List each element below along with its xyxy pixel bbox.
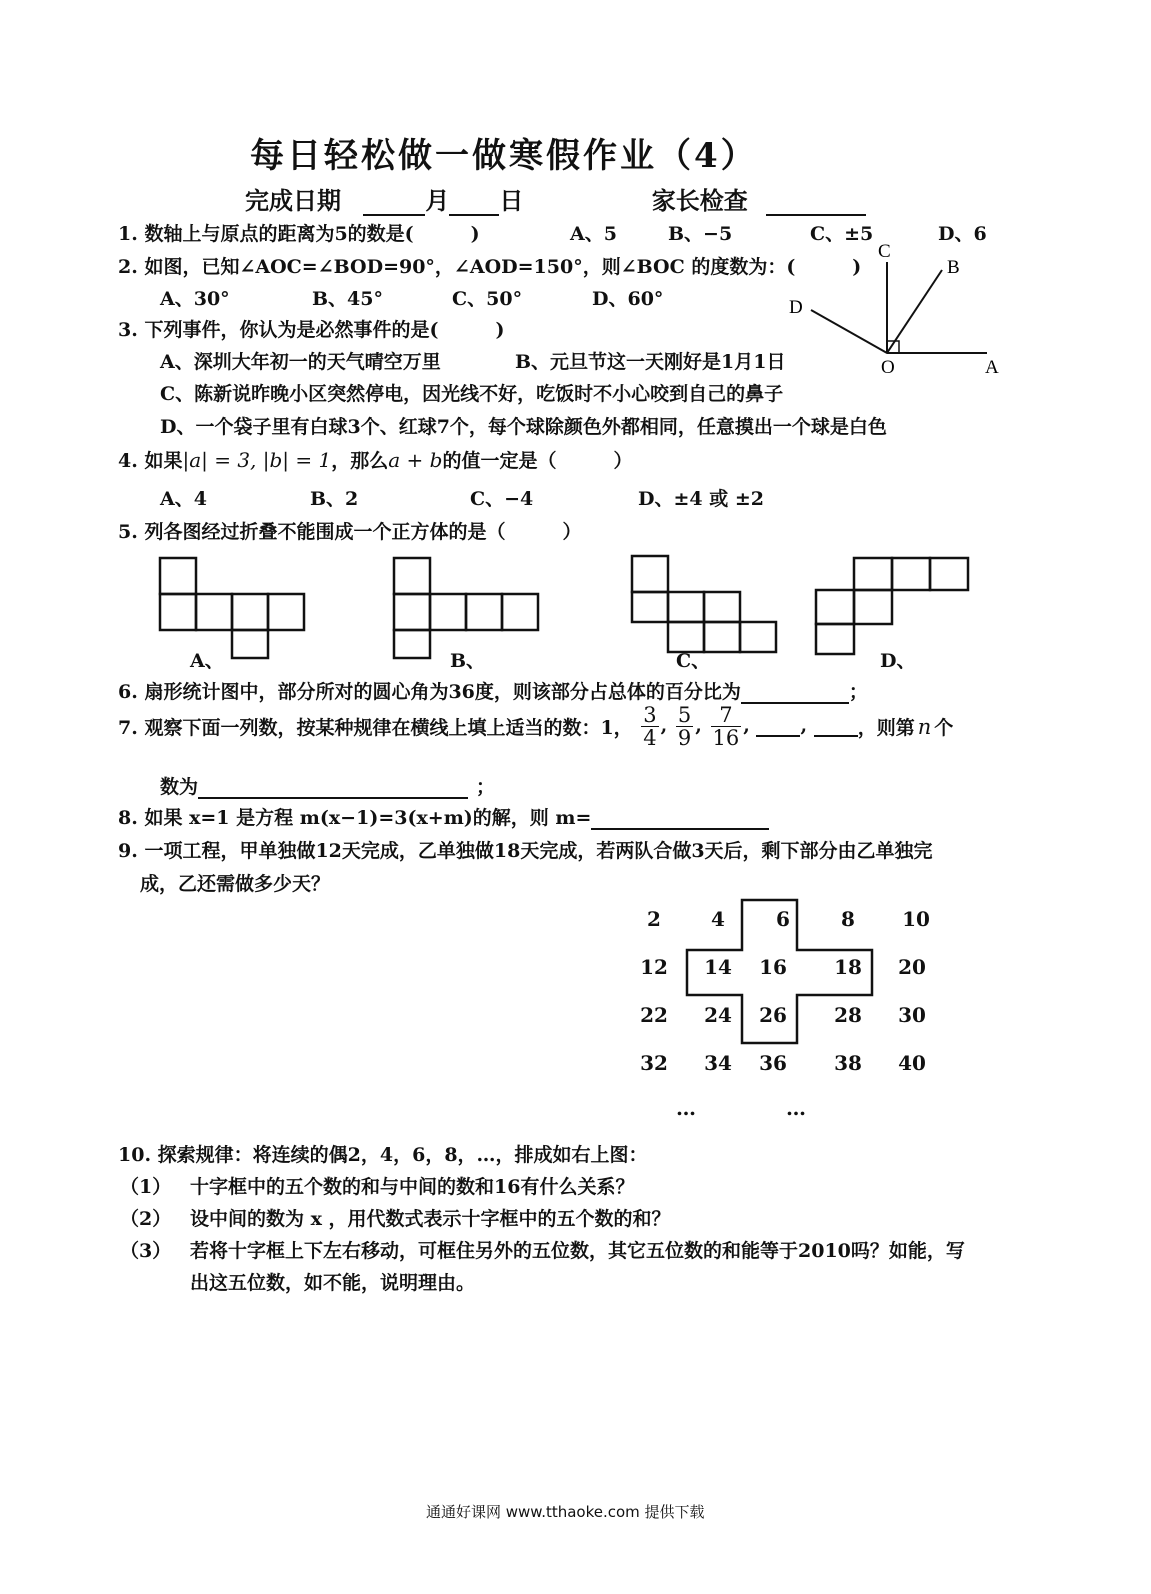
q6-end: ； (848, 681, 868, 703)
q1-option-c: C、±5 (810, 223, 874, 245)
label-C: C (878, 241, 891, 262)
label-B: B (947, 257, 960, 278)
completion-line (245, 181, 866, 216)
q10-part-2: 设中间的数为 x ，用代数式表示十字框中的五个数的和？ (190, 1208, 671, 1230)
q7-tail: ，则第 (857, 717, 915, 740)
q4-option-a: A、4 (160, 488, 207, 510)
q3-option-d: D、一个袋子里有白球3个、红球7个，每个球除颜色外都相同，任意摸出一个球是白色 (160, 416, 887, 438)
q4-mid: ，那么 (331, 450, 389, 472)
q8-answer-blank (591, 810, 769, 830)
grid-cell: 18 (834, 955, 862, 979)
q4-option-b: B、2 (310, 488, 359, 510)
q6-text: 6. 扇形统计图中，部分所对的圆心角为36度，则该部分占总体的百分比为 (118, 681, 741, 703)
question-1-text: 1. 数轴上与原点的距离为5的数是( ) (118, 223, 480, 245)
grid-ellipsis: … (676, 1096, 696, 1120)
q1-option-d: D、6 (938, 223, 987, 245)
grid-cell: 40 (898, 1051, 926, 1075)
q7-fraction-2: $\frac{5}{9}$ (677, 703, 692, 751)
question-2: 2. 如图，已知∠AOC=∠BOD=90°，∠AOD=150°，则∠BOC 的度数为：( ) (118, 256, 862, 278)
question-9-line-1: 9. 一项工程，甲单独做12天完成，乙单独做18天完成，若两队合做3天后，剩下部分由乙单独完 (118, 840, 933, 862)
question-4 (118, 446, 632, 473)
grid-cell: 12 (640, 955, 668, 979)
q7-line2-label: 数为 (160, 776, 199, 798)
day-label: 日 (499, 186, 524, 215)
month-blank (363, 196, 425, 216)
q1-option-a: A、5 (570, 223, 617, 245)
q7-end: ； (476, 776, 496, 798)
q3-option-b: B、元旦节这一天刚好是1月1日 (515, 351, 786, 373)
page-title: 每日轻松做一做寒假作业（4） (250, 136, 758, 176)
q10-part-2-number: （2） (120, 1208, 172, 1230)
q1-option-b: B、−5 (668, 223, 733, 245)
q7-fraction-3: $\frac{7}{16}$ (712, 703, 740, 751)
grid-cell: 10 (902, 907, 930, 931)
grid-cell: 38 (834, 1051, 862, 1075)
q2-option-d: D、60° (592, 288, 664, 310)
question-7: 7. 观察下面一列数，按某种规律在横线上填上适当的数：1， $\frac{3}{4}$ , $\frac{5}{9}$ , $\frac{7}{16}$ , , ，则第 n 个 (118, 703, 954, 751)
q10-part-3-number: （3） (120, 1240, 172, 1262)
grid-cell: 2 (647, 907, 661, 931)
q2-option-b: B、45° (312, 288, 383, 310)
day-blank (449, 196, 499, 216)
q4-prefix: 4. 如果 (118, 450, 183, 472)
parent-check-blank (766, 196, 866, 216)
q2-option-c: C、50° (452, 288, 523, 310)
question-6 (118, 677, 868, 704)
grid-cell: 34 (704, 1051, 732, 1075)
q5-option-b: B、 (450, 650, 486, 672)
cube-nets-figure (150, 550, 980, 670)
q7-fraction-1: $\frac{3}{4}$ (643, 703, 657, 751)
q7-blank-2 (814, 717, 858, 737)
label-D: D (789, 297, 803, 318)
q3-option-c: C、陈新说昨晚小区突然停电，因光线不好，吃饭时不小心咬到自己的鼻子 (160, 383, 784, 405)
q7-answer-blank (198, 779, 468, 799)
grid-cell: 6 (776, 907, 790, 931)
question-5: 5. 列各图经过折叠不能围成一个正方体的是（ ） (118, 521, 582, 543)
grid-cell: 16 (759, 955, 787, 979)
q6-answer-blank (741, 684, 849, 704)
q7-tail2: 个 (934, 717, 954, 740)
grid-cell: 14 (704, 955, 732, 979)
q4-option-c: C、−4 (470, 488, 534, 510)
q4-suffix: 的值一定是（ ） (442, 450, 633, 472)
question-1 (118, 219, 480, 246)
question-9-line-2: 成，乙还需做多少天？ (140, 873, 331, 895)
question-10: 10. 探索规律：将连续的偶2，4，6，8，…，排成如右上图： (118, 1144, 648, 1166)
q10-part-1-number: （1） (120, 1176, 172, 1198)
month-label: 月 (425, 186, 450, 215)
grid-cell: 22 (640, 1003, 668, 1027)
grid-ellipsis: … (786, 1096, 806, 1120)
label-A: A (985, 357, 999, 378)
grid-cell: 8 (841, 907, 855, 931)
q10-part-3-line-2: 出这五位数，如不能，说明理由。 (190, 1272, 476, 1294)
footer-source: 通通好课网 www.tthaoke.com 提供下载 (426, 1503, 705, 1521)
grid-cell: 26 (759, 1003, 787, 1027)
parent-check-label: 家长检查 (651, 186, 748, 215)
q3-option-a: A、深圳大年初一的天气晴空万里 (160, 351, 441, 373)
label-O: O (881, 357, 895, 378)
grid-cell: 4 (711, 907, 725, 931)
grid-cell: 36 (759, 1051, 787, 1075)
q5-option-c: C、 (676, 650, 711, 672)
q10-part-3-line-1: 若将十字框上下左右移动，可框住另外的五位数，其它五位数的和能等于2010吗？如能，写 (190, 1240, 965, 1262)
grid-cell: 32 (640, 1051, 668, 1075)
grid-cell: 30 (898, 1003, 926, 1027)
q7-n: n (917, 714, 932, 739)
question-3: 3. 下列事件，你认为是必然事件的是( ) (118, 319, 505, 341)
q8-text: 8. 如果 x=1 是方程 m(x−1)=3(x+m)的解，则 m= (118, 807, 592, 829)
q2-option-a: A、30° (160, 288, 230, 310)
q7-blank-1 (756, 717, 800, 737)
q5-option-d: D、 (880, 650, 916, 672)
q5-option-a: A、 (190, 650, 224, 672)
grid-cell: 24 (704, 1003, 732, 1027)
q4-expr: |a| = 3, |b| = 1 (182, 448, 332, 472)
angle-figure (780, 240, 1020, 380)
q7-text: 7. 观察下面一列数，按某种规律在横线上填上适当的数：1， (118, 717, 633, 740)
q4-option-d: D、±4 或 ±2 (638, 488, 764, 510)
question-8 (118, 803, 769, 830)
grid-cell: 28 (834, 1003, 862, 1027)
date-label: 完成日期 (245, 186, 341, 215)
grid-cell: 20 (898, 955, 926, 979)
q7-line-2 (160, 772, 495, 799)
q4-expr2: a + b (388, 448, 443, 472)
q10-part-1: 十字框中的五个数的和与中间的数和16有什么关系？ (190, 1176, 635, 1198)
